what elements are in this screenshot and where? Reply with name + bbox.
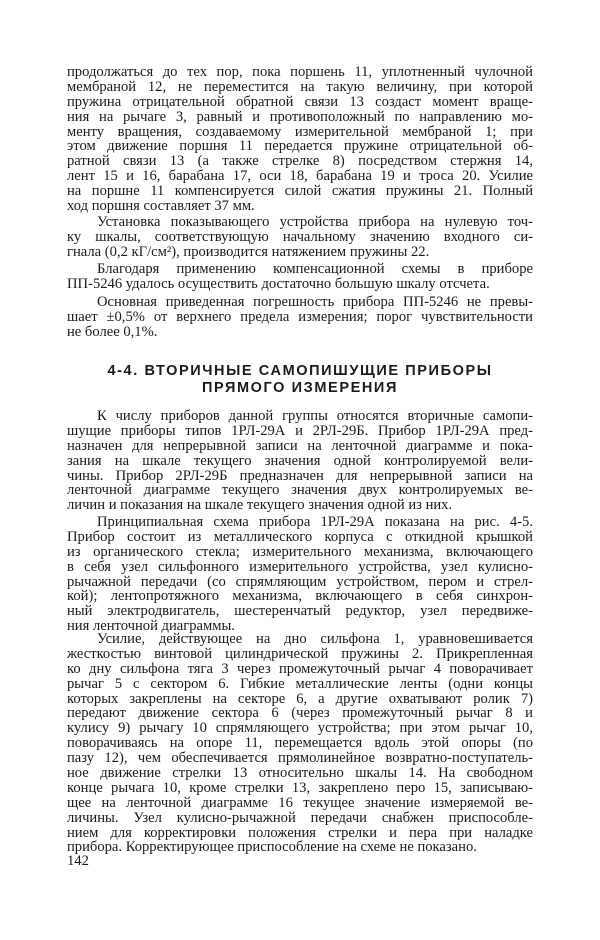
paragraph: [67, 215, 533, 260]
text-line: ратной связи 13 (а также стрелке 8) посредством стержня 14,: [67, 153, 533, 170]
text-line: передают движение сектора 6 (через промежуточный рычаг 8 и: [67, 705, 533, 722]
text-line: менту вращения, создаваемому измерительной мембраной 1; при: [67, 123, 533, 140]
paragraph: [67, 262, 533, 292]
text-line: Прибор состоит из металлического корпуса с откидной крышкой: [67, 528, 533, 545]
text-line: мембраной 12, не переместится на такую величину, при которой: [67, 78, 533, 95]
text-line: зания на шкале текущего значения одной контролируемой вели-: [67, 452, 533, 469]
text-line: ленточной диаграмме текущего значения двух контролируемых ве-: [67, 482, 533, 499]
section-heading-line: ПРЯМОГО ИЗМЕРЕНИЯ: [202, 379, 398, 396]
text-line: Благодаря применению компенсационной схемы в приборе: [97, 261, 533, 277]
text-line: личин и показания на шкале текущего значения одной из них.: [67, 497, 453, 514]
text-line: личины. Узел кулисно-рычажной передачи снабжен приспособле-: [67, 809, 533, 826]
paragraph: [67, 409, 533, 513]
text-line: шущие приборы типов 1РЛ-29А и 2РЛ-29Б. Прибор 1РЛ-29А пред-: [67, 422, 533, 439]
text-line: ход поршня составляет 37 мм.: [67, 198, 255, 215]
text-line: пазу 12), чем обеспечивается прямолинейное возвратно-поступатель-: [67, 750, 533, 767]
text-line: которых закреплены на секторе 6, а другие охватывают ролик 7): [67, 690, 533, 707]
text-line: жесткостью винтовой цилиндрической пружины 2. Прикрепленная: [67, 645, 533, 662]
section-heading-line: 4-4. ВТОРИЧНЫЕ САМОПИШУЩИЕ ПРИБОРЫ: [107, 363, 493, 379]
text-line: кулису 9) рычагу 10 спрямляющего устройства; при этом рычаг 10,: [67, 720, 533, 737]
text-line: прибора. Корректирующее приспособление на схеме не показано.: [67, 839, 477, 856]
text-line: лент 15 и 16, барабана 17, оси 18, барабана 19 и троса 20. Усилие: [67, 168, 533, 185]
text-line: рычаг 5 с сектором 6. Гибкие металлические ленты (одни концы: [67, 675, 533, 692]
text-line: гнала (0,2 кГ/см²), производится натяжением пружины 22.: [67, 243, 430, 260]
text-line: Установка показывающего устройства прибора на нулевую точ-: [97, 214, 533, 230]
text-line: Принципиальная схема прибора 1РЛ-29А показана на рис. 4-5.: [97, 514, 533, 530]
paragraph: [67, 295, 533, 340]
section-heading: [67, 363, 533, 396]
text-line: ПП-5246 удалось осуществить достаточно большую шкалу отсчета.: [67, 275, 490, 292]
text-line: ку шкалы, соответствующую начальному значению входного си-: [67, 228, 533, 245]
paragraph: [67, 65, 533, 214]
text-line: назначен для непрерывной записи на ленточной диаграмме и пока-: [67, 437, 533, 454]
text-line: поворачиваясь на опоре 11, перемещается вдоль этой опоры (по: [67, 735, 533, 752]
text-line: ный электродвигатель, шестеренчатый редуктор, узел передвиже-: [67, 603, 533, 620]
text-line: кой); лентопротяжного механизма, включающего в себя синхрон-: [67, 588, 533, 605]
page-number: 142: [67, 853, 89, 869]
text-line: Усилие, действующее на дно сильфона 1, уравновешивается: [97, 631, 533, 647]
paragraph: [67, 515, 533, 634]
text-line: этом движение поршня 11 передается пружине отрицательной об-: [67, 138, 533, 155]
text-line: в себя узел сильфонного измерительного устройства, узел кулисно-: [67, 558, 533, 575]
text-line: щее на ленточной диаграмме 16 текущее значение измеряемой ве-: [67, 794, 533, 811]
text-line: ния на рычаге 3, равный и противоположный по направлению мо-: [67, 108, 533, 125]
text-line: шает ±0,5% от верхнего предела измерения; порог чувствительности: [67, 308, 533, 325]
text-line: на поршне 11 компенсируется силой сжатия пружины 21. Полный: [67, 183, 533, 200]
text-line: Основная приведенная погрешность прибора ПП-5246 не превы-: [97, 294, 533, 310]
text-line: ко дну сильфона тяга 3 через промежуточный рычаг 4 поворачивает: [67, 660, 533, 677]
text-line: пружина отрицательной обратной связи 13 создаст момент враще-: [67, 93, 533, 110]
text-line: К числу приборов данной группы относятся вторичные самопи-: [97, 408, 533, 424]
text-line: не более 0,1%.: [67, 323, 158, 340]
text-line: конце рычага 10, кроме стрелки 13, закреплено перо 15, записываю-: [67, 779, 533, 796]
text-line: ния ленточной диаграммы.: [67, 618, 235, 635]
text-line: рычажной передачи (со спрямляющим устройством, пером и стрел-: [67, 573, 533, 590]
paragraph: [67, 632, 533, 855]
text-line: продолжаться до тех пор, пока поршень 11, уплотненный чулочной: [67, 64, 533, 80]
text-line: ное движение стрелки 13 относительно шкалы 14. На свободном: [67, 765, 533, 782]
text-line: чины. Прибор 2РЛ-29Б предназначен для непрерывной записи на: [67, 467, 533, 484]
text-line: нием для корректировки положения стрелки и пера при наладке: [67, 824, 533, 841]
text-line: из органического стекла; измерительного механизма, включающего: [67, 543, 533, 560]
